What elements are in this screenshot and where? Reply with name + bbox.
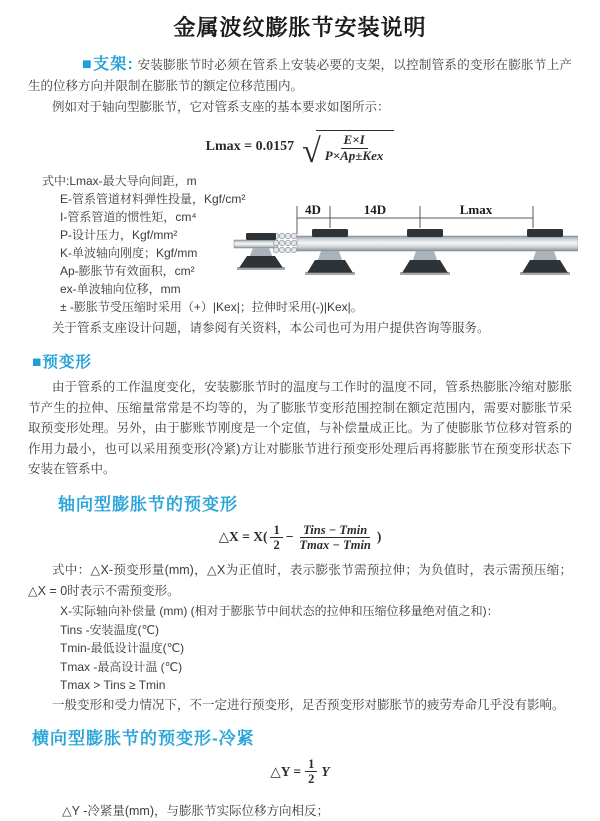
- lateral-formula: [28, 757, 572, 787]
- variables-and-diagram: [28, 172, 572, 316]
- axial-item: Tmax > Tins ≥ Tmin: [60, 678, 166, 693]
- support-example-line: 例如对于轴向型膨胀节，它对管系支座的基本要求如图所示：: [52, 100, 390, 114]
- half-denominator: 2: [273, 537, 280, 552]
- axial-item: X-实际轴向补偿量 (mm) (相对于膨胀节中间状态的拉伸和压缩位移量绝对值之和)：: [60, 604, 499, 619]
- radical-sign-icon: √: [302, 132, 321, 170]
- lateral-subheading: 横向型膨胀节的预变形-冷紧: [32, 728, 255, 748]
- variable-line: ± -膨胀节受压缩时采用（+）|Kex|；拉伸时采用(-)|Kex|。: [60, 300, 363, 314]
- support-intro-paragraph: [28, 54, 572, 97]
- variable-line: K-单波轴向刚度；Kgf/mm: [60, 246, 198, 260]
- axial-item: Tmax -最高设计温 (℃): [60, 659, 183, 674]
- variable-line: Ap-膨胀节有效面积，cm²: [60, 264, 195, 278]
- axial-note: 一般变形和受力情况下，不一定进行预变形，足否预变形对膨胀节的疲劳寿命几乎没有影响。: [52, 697, 565, 712]
- page-title: 金属波纹膨胀节安装说明: [173, 15, 427, 40]
- half-numerator: 1: [270, 523, 282, 538]
- variable-line: P-设计压力，Kgf/mm²: [60, 228, 178, 242]
- pipe-support: [305, 229, 355, 275]
- axial-item: Tmin-最低设计温度(℃): [60, 641, 185, 656]
- lmax-formula: [28, 126, 572, 168]
- temp-denominator: Tmax − Tmin: [299, 537, 371, 552]
- lmax-formula-denominator: P×Ap±Kex: [324, 148, 384, 163]
- minus-sign: −: [285, 529, 294, 545]
- lateral-formula-lhs: △Y =: [270, 763, 302, 779]
- lmax-formula-numerator: E×I: [341, 133, 368, 149]
- pipe-stub: [234, 240, 278, 248]
- pipe-support-diagram: [222, 200, 578, 288]
- dim-label-14d: 14D: [363, 202, 387, 217]
- document-page: [0, 14, 600, 821]
- axial-formula-lhs: △X = X(: [218, 529, 268, 545]
- bellows-icon: [273, 233, 296, 252]
- pipe: [297, 236, 578, 251]
- axial-explain: 式中：△X-预变形量(mm)，△X为正值时，表示膨张节需预拉伸；为负值时，表示需预压缩；△X = 0时表示不需预变形。: [28, 563, 572, 599]
- support-intro-text: 安装膨胀节时必须在管系上安装必要的支架，以控制管系的变形在膨胀节上产生的位移方向并限制在膨胀节的额定位移范围内。: [28, 58, 572, 93]
- close-paren: ): [376, 529, 382, 545]
- support-note: 关于管系支座设计问题，请参阅有关资料，本公司也可为用户提供咨询等服务。: [52, 321, 490, 335]
- variable-line: E-管系管道材料弹性投量，Kgf/cm²: [60, 192, 246, 206]
- lateral-note: △Y -冷紧量(mm)，与膨胀节实际位移方向相反；: [62, 803, 330, 818]
- half-numerator: 1: [305, 757, 317, 772]
- sqrt-radical: [302, 130, 394, 170]
- variable-line: 式中:Lmax-最大导向间距，m: [42, 174, 197, 188]
- variable-line: I-管系管道的惯性矩，cm⁴: [60, 210, 197, 224]
- pipe-support: [400, 229, 450, 275]
- temp-numerator: Tins − Tmin: [300, 523, 370, 538]
- lmax-formula-lhs: Lmax = 0.0157: [205, 139, 295, 154]
- variable-line: ex-单波轴向位移，mm: [60, 282, 181, 296]
- half-denominator: 2: [308, 772, 315, 787]
- support-section-label: ■支架:: [82, 56, 134, 73]
- dim-label-lmax: Lmax: [459, 202, 493, 217]
- axial-formula: [28, 523, 572, 553]
- predeform-section-heading: ■预变形: [32, 354, 92, 371]
- axial-subheading: 轴向型膨胀节的预变形: [58, 494, 238, 514]
- axial-item: Tins -安装温度(℃): [60, 622, 160, 637]
- lateral-formula-rhs: Y: [321, 763, 330, 779]
- predeform-body: 由于管系的工作温度变化，安装膨胀节时的温度与工作时的温度不同，管系热膨胀冷缩对膨胀节产生的拉伸、压缩量常常是不均等的，为了膨胀节变形范围控制在额定范围内，需要对膨胀节采取预变形处理。另外，由于膨账节刚度是一个定值，与补偿量成正比。为了使膨胀节位移对管系的作用力最小，也可以采用预变形(冷紧)方让对膨胀节进行预变形处理后再将膨胀节在预变形状态下安装在管系中。: [28, 380, 572, 476]
- pipe-support: [520, 229, 570, 275]
- dim-label-4d: 4D: [305, 202, 321, 217]
